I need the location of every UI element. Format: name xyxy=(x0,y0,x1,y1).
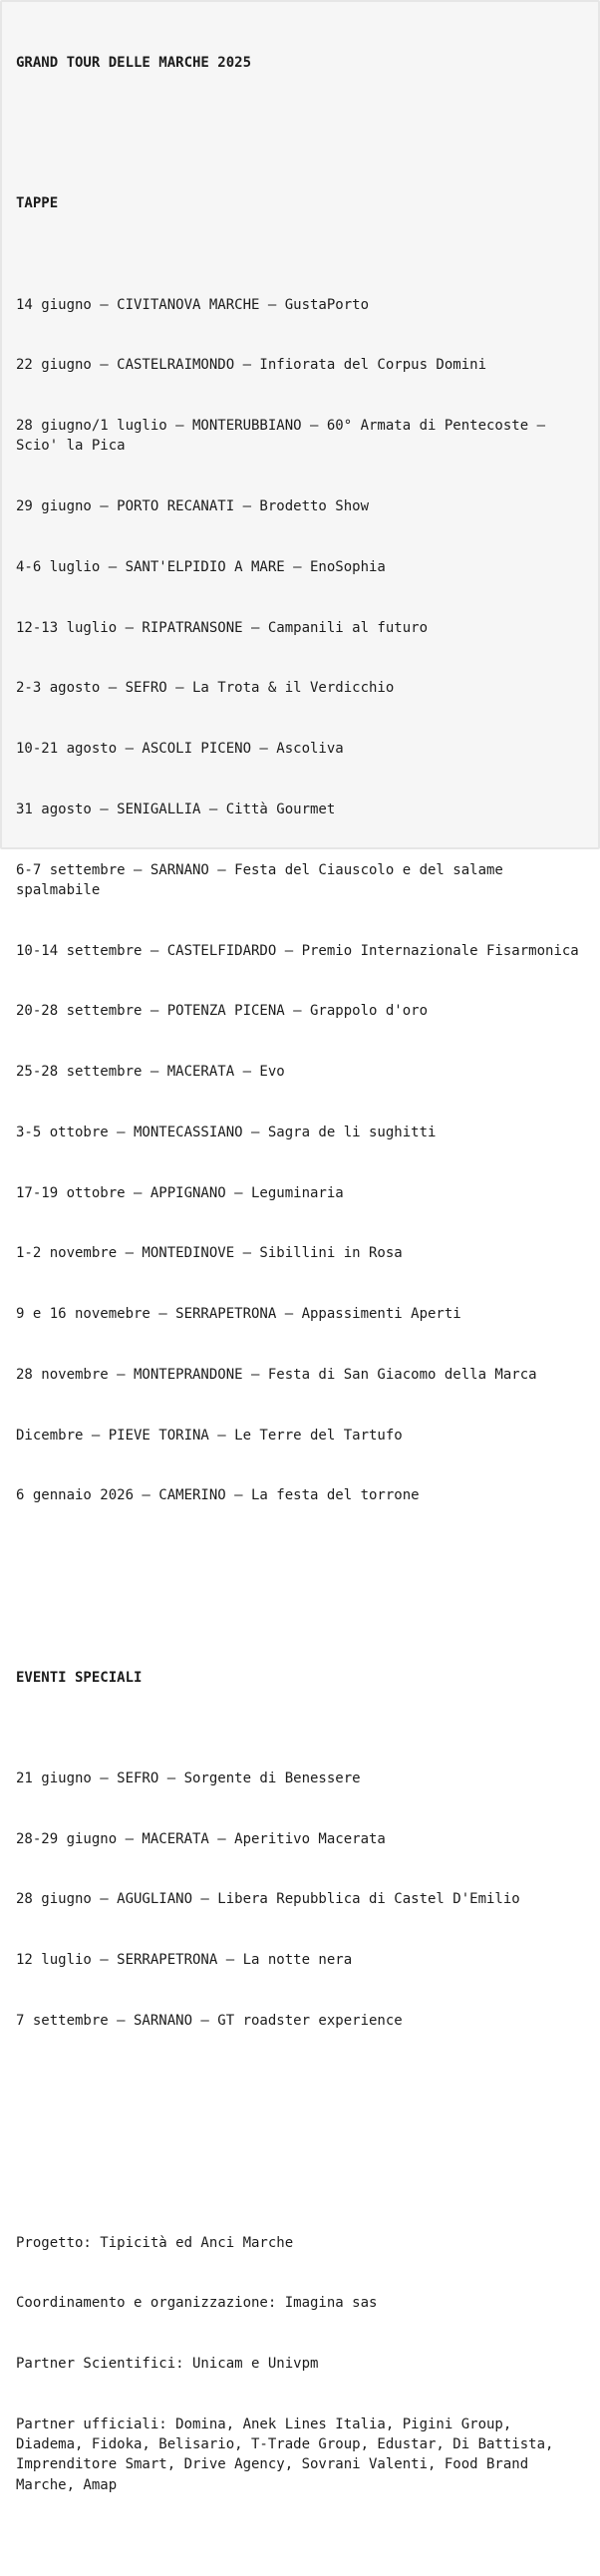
credit-partner-scientifici: Partner Scientifici: Unicam e Univpm xyxy=(16,2356,319,2372)
eventi-speciali-list xyxy=(16,1728,584,2071)
tappa-item: Dicembre – PIEVE TORINA – Le Terre del Tartufo xyxy=(16,1427,403,1444)
evento-item: 12 luglio – SERRAPETRONA – La notte nera xyxy=(16,1952,353,1968)
text-content xyxy=(2,2,598,2576)
evento-item: 21 giugno – SEFRO – Sorgente di Benessere xyxy=(16,1770,361,1786)
tappa-item: 28 giugno/1 luglio – MONTERUBBIANO – 60° Armata di Pentecoste – Scio' la Pica xyxy=(16,418,554,455)
tappa-item: 22 giugno – CASTELRAIMONDO – Infiorata del Corpus Domini xyxy=(16,357,487,374)
evento-item: 7 settembre – SARNANO – GT roadster experience xyxy=(16,2012,403,2029)
credits xyxy=(16,2192,584,2535)
spacer xyxy=(16,113,584,133)
eventi-speciali-heading: EVENTI SPECIALI xyxy=(16,1669,143,1686)
tappe-list xyxy=(16,254,584,1546)
tappa-item: 3-5 ottobre – MONTECASSIANO – Sagra de li sughitti xyxy=(16,1124,437,1140)
tappa-item: 25-28 settembre – MACERATA – Evo xyxy=(16,1064,285,1080)
tappa-item: 17-19 ottobre – APPIGNANO – Leguminaria xyxy=(16,1184,344,1201)
spacer xyxy=(16,1587,584,1607)
tappa-item: 4-6 luglio – SANT'ELPIDIO A MARE – EnoSophia xyxy=(16,558,386,575)
tappe-heading: TAPPE xyxy=(16,195,59,212)
tappa-item: 10-21 agosto – ASCOLI PICENO – Ascoliva xyxy=(16,741,344,757)
tappa-item: 10-14 settembre – CASTELFIDARDO – Premio Internazionale Fisarmonica xyxy=(16,942,579,959)
credit-progetto: Progetto: Tipicità ed Anci Marche xyxy=(16,2234,294,2251)
tappa-item: 2-3 agosto – SEFRO – La Trota & il Verdicchio xyxy=(16,680,395,697)
evento-item: 28 giugno – AGUGLIANO – Libera Repubblica di Castel D'Emilio xyxy=(16,1891,520,1908)
spacer xyxy=(16,2111,584,2131)
tappa-item: 12-13 luglio – RIPATRANSONE – Campanili al futuro xyxy=(16,619,429,636)
tappa-item: 6-7 settembre – SARNANO – Festa del Ciauscolo e del salame spalmabile xyxy=(16,861,512,898)
tappa-item: 20-28 settembre – POTENZA PICENA – Grappolo d'oro xyxy=(16,1003,429,1020)
tappa-item: 6 gennaio 2026 – CAMERINO – La festa del torrone xyxy=(16,1487,420,1504)
credit-coordinamento: Coordinamento e organizzazione: Imagina sas xyxy=(16,2295,378,2312)
tappa-item: 29 giugno – PORTO RECANATI – Brodetto Show xyxy=(16,498,370,514)
document-title: GRAND TOUR DELLE MARCHE 2025 xyxy=(16,54,252,71)
tappa-item: 1-2 novembre – MONTEDINOVE – Sibillini in Rosa xyxy=(16,1245,403,1262)
tappa-item: 28 novembre – MONTEPRANDONE – Festa di San Giacomo della Marca xyxy=(16,1366,537,1383)
credit-partner-ufficiali: Partner ufficiali: Domina, Anek Lines Italia, Pigini Group, Diadema, Fidoka, Belisario, T-Trade Group, Edustar, Di Battista, Imprenditore Smart, Drive Agency, Sovrani Valenti, Food Brand Marche, Amap xyxy=(16,2415,562,2493)
tappa-item: 14 giugno – CIVITANOVA MARCHE – GustaPorto xyxy=(16,296,370,313)
tappa-item: 9 e 16 novemebre – SERRAPETRONA – Appassimenti Aperti xyxy=(16,1306,461,1322)
tappa-item: 31 agosto – SENIGALLIA – Città Gourmet xyxy=(16,801,336,817)
evento-item: 28-29 giugno – MACERATA – Aperitivo Macerata xyxy=(16,1830,386,1847)
